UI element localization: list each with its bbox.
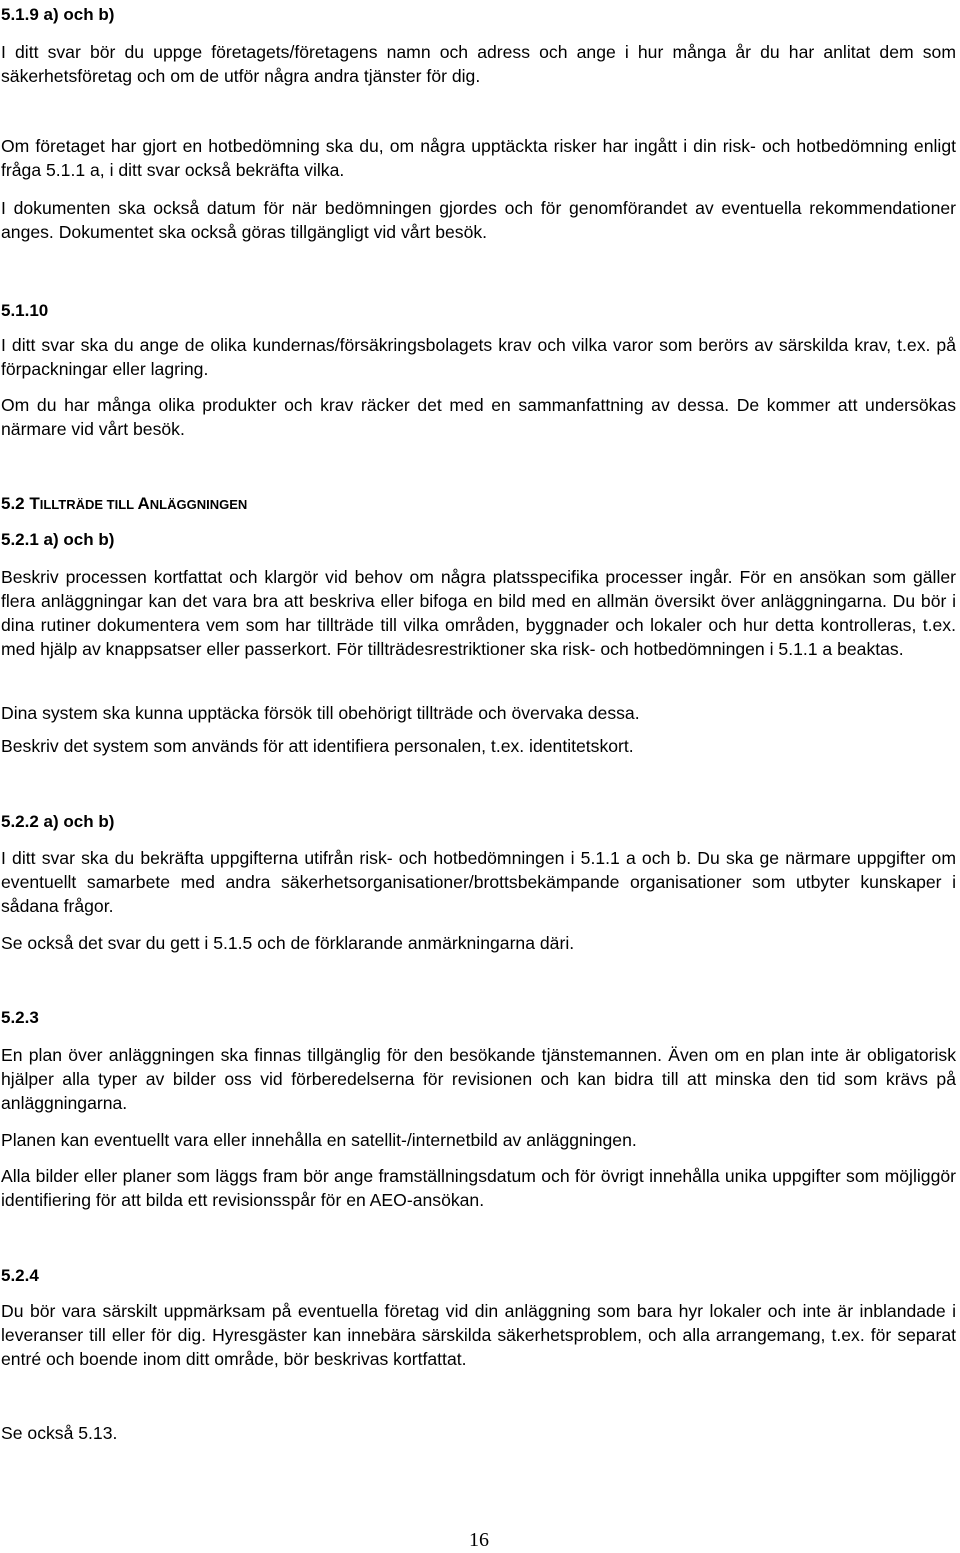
page-number: 16 bbox=[469, 1529, 489, 1551]
heading-5-2-2: 5.2.2 a) och b) bbox=[1, 812, 115, 831]
heading-5-2-3: 5.2.3 bbox=[1, 1008, 39, 1027]
paragraph-5-2-2-see-also: Se också det svar du gett i 5.1.5 och de förklarande anmärkningarna däri. bbox=[1, 933, 575, 953]
section-title-cap-a: A bbox=[137, 494, 150, 513]
heading-5-2-1: 5.2.1 a) och b) bbox=[1, 530, 115, 549]
heading-5-1-10: 5.1.10 bbox=[1, 301, 49, 320]
paragraph-5-2-4-tenants: Du bör vara särskilt uppmärksam på eventuella företag vid din anläggning som bara hyr lokaler och inte är inblandade i leveranser till eller för dig. Hyresgäster kan innebära särskilda säkerhetsproblem, och alla arrangemang, t.ex. för separat entré och boende inom ditt område, bör beskrivas kortfattat. bbox=[1, 1301, 956, 1369]
heading-5-2-section bbox=[1, 492, 956, 517]
section-title-part-1: ILLTRÄDE TILL bbox=[39, 497, 138, 512]
paragraph-5-2-4-see-also: Se också 5.13. bbox=[1, 1423, 118, 1443]
paragraph-5-1-10-requirements: I ditt svar ska du ange de olika kundernas/försäkringsbolagets krav och vilka varor som berörs av särskilda krav, t.ex. på förpackningar eller lagring. bbox=[1, 335, 956, 379]
paragraph-5-2-3-images: Alla bilder eller planer som läggs fram bör ange framställningsdatum och för övrigt innehålla unika uppgifter som möjliggör identifiering för att bilda ett revisionsspår för en AEO-ansökan. bbox=[1, 1166, 956, 1210]
paragraph-5-2-3-satellite: Planen kan eventuellt vara eller innehålla en satellit-/internetbild av anläggningen. bbox=[1, 1130, 637, 1150]
paragraph-5-1-9-intro: I ditt svar bör du uppge företagets/företagens namn och adress och ange i hur många år du har anlitat dem som säkerhetsföretag och om de utför några andra tjänster för dig. bbox=[1, 42, 956, 86]
section-title-part-2: NLÄGGNINGEN bbox=[149, 497, 248, 512]
paragraph-5-2-1-process: Beskriv processen kortfattat och klargör vid behov om några platsspecifika processer ingår. För en ansökan som gäller flera anläggningar kan det vara bra att beskriva eller bifoga en bild med en allmän översikt över anläggningarna. Du bör i dina rutiner dokumentera vem som har tillträde till vilka områden, byggnader och lokaler och hur detta kontrolleras, t.ex. med hjälp av knappsatser eller passerkort. För tillträdesrestriktioner ska risk- och hotbedömningen i 5.1.1 a beaktas. bbox=[1, 567, 956, 659]
paragraph-5-2-1-detection: Dina system ska kunna upptäcka försök till obehörigt tillträde och övervaka dessa. bbox=[1, 703, 640, 723]
section-number: 5.2 bbox=[1, 494, 30, 513]
paragraph-5-2-3-plan: En plan över anläggningen ska finnas tillgänglig för den besökande tjänstemannen. Även om en plan inte är obligatorisk hjälper alla typer av bilder oss vid förberedelserna för revisionen och kan bidra till att minska den tid som krävs på anläggningarna. bbox=[1, 1045, 956, 1113]
paragraph-5-2-2-confirmation: I ditt svar ska du bekräfta uppgifterna utifrån risk- och hotbedömningen i 5.1.1 a och b. Du ska ge närmare uppgifter om eventuellt samarbete med andra säkerhetsorganisationer/brottsbekämpande organisationer som utbyter kunskaper i sådana frågor. bbox=[1, 848, 956, 916]
heading-5-2-4: 5.2.4 bbox=[1, 1266, 39, 1285]
paragraph-5-1-9-threat-assessment: Om företaget har gjort en hotbedömning ska du, om några upptäckta risker har ingått i din risk- och hotbedömning enligt fråga 5.1.1 a, i ditt svar också bekräfta vilka. bbox=[1, 136, 956, 180]
paragraph-5-1-9-documents: I dokumenten ska också datum för när bedömningen gjordes och för genomförandet av eventuella rekommendationer anges. Dokumentet ska också göras tillgängligt vid vårt besök. bbox=[1, 198, 956, 242]
paragraph-5-2-1-identification: Beskriv det system som används för att identifiera personalen, t.ex. identitetskort. bbox=[1, 736, 634, 756]
heading-5-1-9: 5.1.9 a) och b) bbox=[1, 5, 115, 24]
section-title-cap-t: T bbox=[29, 494, 40, 513]
paragraph-5-1-10-summary: Om du har många olika produkter och krav räcker det med en sammanfattning av dessa. De kommer att undersökas närmare vid vårt besök. bbox=[1, 395, 956, 439]
